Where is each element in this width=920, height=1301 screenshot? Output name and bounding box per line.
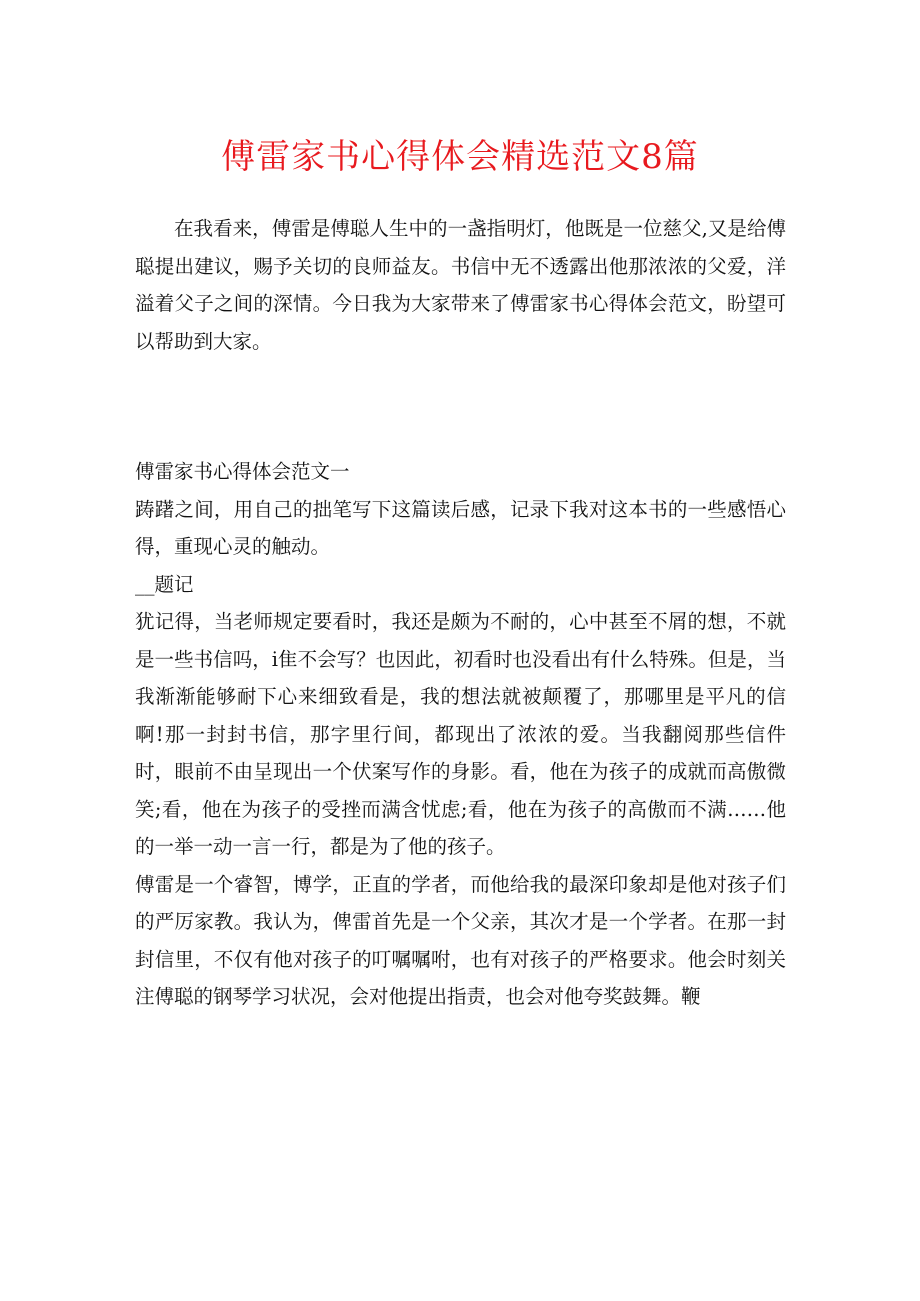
intro-paragraph: 在我看来，傅雷是傅聪人生中的一盏指明灯，他既是一位慈父,又是给傅聪提出建议，赐予关切的良师益友。书信中无不透露出他那浓浓的父爱，洋溢着父子之间的深情。今日我为大家带来了傅雷家书心得体会范文，盼望可以帮助到大家。 [135, 217, 786, 353]
paragraph-recollection: 犹记得，当老师规定要看时，我还是颇为不耐的，心中甚至不屑的想，不就是一些书信吗，i隹不会写？也因此，初看时也没看出有什么特殊。但是，当我渐渐能够耐下心来细致看是，我的想法就被颠覆了，那哪里是平凡的信啊!那一封封书信，那字里行间，都现出了浓浓的爱。当我翻阅那些信件时，眼前不由呈现出一个伏案写作的身影。看，他在为孩子的成就而高傲微笑;看，他在为孩子的受挫而满含忧虑;看，他在为孩子的高傲而不满……他的一举一动一言一行，都是为了他的孩子。 [135, 610, 786, 858]
section-heading: 傅雷家书心得体会范文一 [135, 460, 350, 483]
section-one [135, 453, 786, 1016]
paragraph-epigraph: 踌躇之间，用自己的拙笔写下这篇读后感，记录下我对这本书的一些感悟心得，重现心灵的触动。 [135, 497, 786, 558]
paragraph-inscription: __题记 [135, 572, 194, 596]
document-title: 傅雷家书心得体会精选范文8篇 [221, 137, 699, 177]
paragraph-fu-lei-character: 傅雷是一个睿智，博学，正直的学者，而他给我的最深印象却是他对孩子们的严厉家教。我认为，俾雷首先是一个父亲，其次才是一个学者。在那一封封信里，不仅有他对孩子的叮嘱嘱咐，也有对孩子的严格要求。他会时刻关注傅聪的钢琴学习状况，会对他提出指责，也会对他夸奖鼓舞。鞭 [135, 872, 786, 1008]
